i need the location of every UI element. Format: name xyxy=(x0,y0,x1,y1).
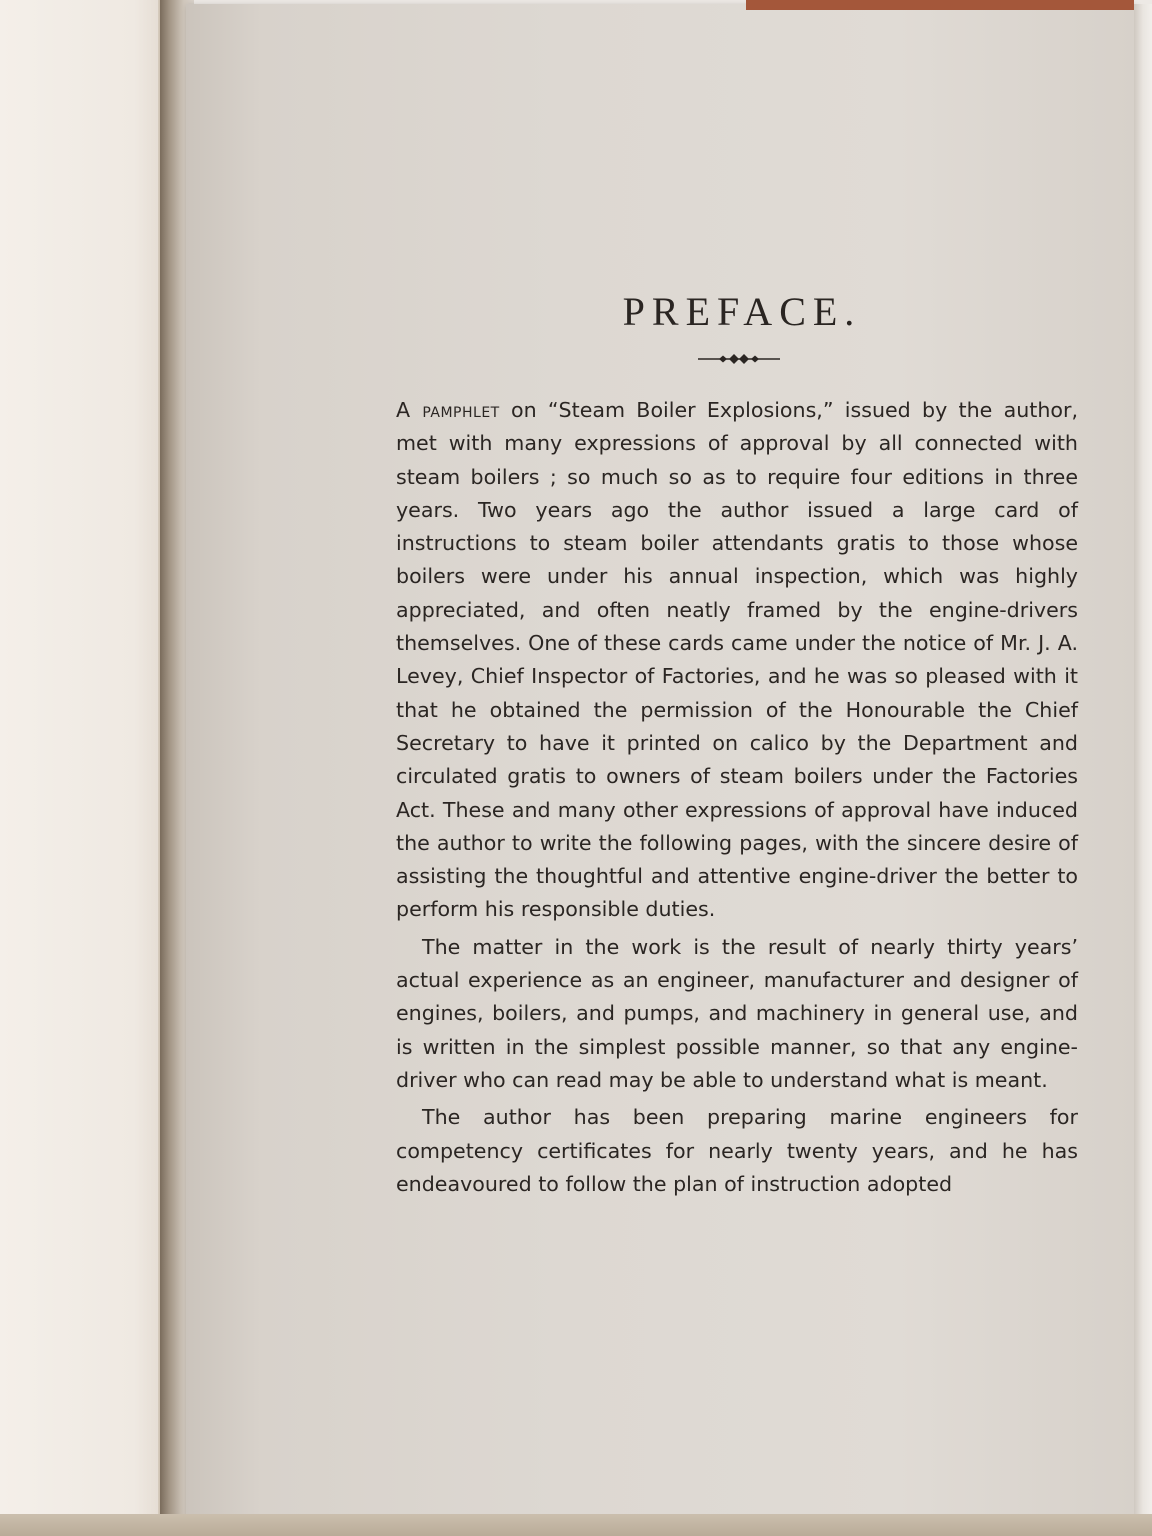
left-blank-page xyxy=(0,0,168,1536)
cover-edge xyxy=(746,0,1134,10)
paragraph-text: The author has been preparing marine engineers for competency certificates for nearly twenty years, and he has endeavoured to follow the plan of instruction adopted xyxy=(396,1105,1078,1196)
page-heading: PREFACE. xyxy=(622,289,862,334)
paragraph xyxy=(396,1101,1078,1201)
page-fore-edge xyxy=(1134,4,1152,1524)
ornament-divider xyxy=(698,352,780,366)
paragraph-text: on “Steam Boiler Explosions,” issued by the author, met with many expressions of approval by all connected with steam boilers ; so much so as to require four editions in three years. Two years ago the author issued a large card of instructions to steam boiler attendants gratis to those whose boilers were under his annual inspection, which was highly appreciated, and often neatly framed by the engine-drivers themselves. One of these cards came under the notice of Mr. J. A. Levey, Chief Inspector of Factories, and he was so pleased with it that he obtained the permission of the Honourable the Chief Secretary to have it printed on calico by the Department and circulated gratis to owners of steam boilers under the Factories Act. These and many other expressions of approval have induced the author to write the following pages, with the sincere desire of assisting the thoughtful and attentive engine-driver the better to perform his responsible duties. xyxy=(396,398,1078,922)
paragraph xyxy=(396,394,1078,927)
bottom-edge xyxy=(0,1514,1152,1536)
paragraph-text: The matter in the work is the result of nearly thirty years’ actual experience as an engineer, manufacturer and designer of engines, boilers, and pumps, and machinery in general use, and is written in the simplest possible manner, so that any engine-driver who can read may be able to understand what is meant. xyxy=(396,934,1078,1092)
paragraph xyxy=(396,931,1078,1097)
preface-text xyxy=(396,394,1078,1201)
paragraph-lead: A pamphlet xyxy=(396,398,500,422)
